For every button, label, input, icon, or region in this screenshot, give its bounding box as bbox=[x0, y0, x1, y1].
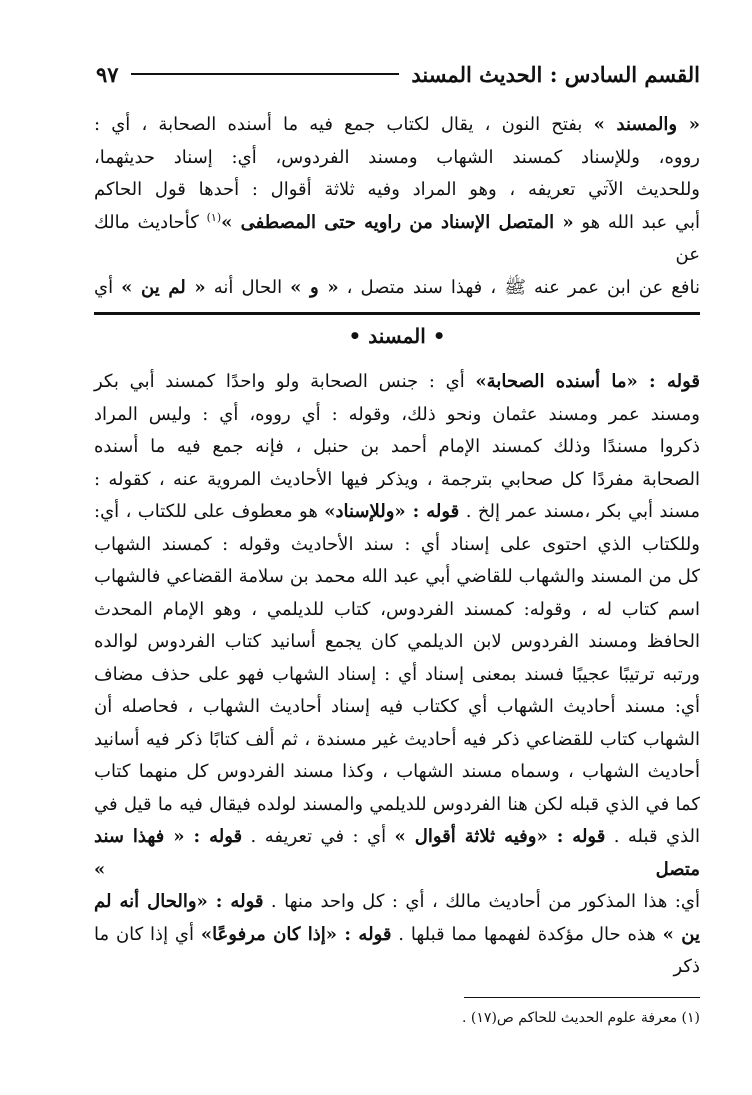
sharh-quote: قوله : «وفيه ثلاثة أقوال » bbox=[394, 826, 606, 847]
page-header bbox=[96, 58, 700, 90]
sharh-text-run: هذه حال مؤكدة لفهمها مما قبلها . bbox=[391, 923, 663, 945]
matn-quote: « المتصل الإسناد من راويه حتى المصطفى » bbox=[221, 211, 574, 233]
sharh-text-run: هو معطوف على للكتاب ، أي: bbox=[94, 501, 325, 522]
matn-quote: « لم ين » bbox=[121, 276, 206, 298]
sharh-text-run: الصحابة مفردًا كل صحابي بترجمة ، ويذكر فيها الأحاديث المروية عنه ، كقوله : bbox=[94, 468, 700, 490]
sharh-line bbox=[94, 659, 700, 692]
sharh-text-run: أي : جنس الصحابة ولو واحدًا كمسند أبي بكر bbox=[94, 371, 476, 392]
matn-text-run: نافع عن ابن عمر عنه ﷺ ، فهذا سند متصل ، bbox=[338, 276, 700, 298]
matn-text-run: رووه، وللإسناد كمسند الشهاب ومسند الفردوس، أي: إسناد حديثهما، bbox=[94, 146, 700, 168]
sharh-line bbox=[94, 886, 700, 919]
sharh-text-run: الذي قبله . bbox=[605, 826, 700, 847]
section-heading: • المسند • bbox=[348, 324, 446, 348]
matn-text-run: أبي عبد الله هو bbox=[573, 211, 701, 233]
sharh-line bbox=[94, 756, 700, 789]
sharh-text-run: كل من المسند والشهاب للقاضي أبي عبد الله محمد بن سلامة القضاعي فالشهاب bbox=[94, 566, 700, 587]
footnote-marker: (١) bbox=[206, 210, 222, 224]
header-rule bbox=[131, 73, 400, 75]
footnote: (١) معرفة علوم الحديث للحاكم ص(١٧) . bbox=[462, 1010, 700, 1026]
sharh-line bbox=[94, 529, 700, 562]
sharh-text-run: الحافظ ومسند الفردوس لابن الديلمي كان يجمع أسانيد كتاب الفردوس لوالده bbox=[94, 631, 700, 652]
matn-line bbox=[94, 207, 700, 272]
footnote-rule bbox=[464, 997, 700, 998]
sharh-text-run: أي: هذا المذكور من أحاديث مالك ، أي : كل واحد منها . bbox=[263, 891, 700, 912]
matn-text-run: الحال أنه bbox=[205, 276, 291, 298]
sharh-text-run: مسند أبي بكر ،مسند عمر إلخ . bbox=[459, 501, 700, 522]
sharh-text-run: ذكروا مسندًا وذلك كمسند الإمام أحمد بن حنبل ، فإنه جمع فيه ما أسنده bbox=[94, 436, 700, 457]
sharh-text-run: أحاديث الشهاب ، وسماه مسند الشهاب ، وكذا مسند الفردوس كل منهما كتاب bbox=[94, 761, 700, 782]
sharh-text-run: أي إذا كان ما ذكر bbox=[94, 923, 700, 977]
matn-text-run: أي bbox=[94, 276, 122, 298]
sharh-line bbox=[94, 919, 700, 984]
matn-text-run: بفتح النون ، يقال لكتاب جمع فيه ما أسنده الصحابة ، أي : bbox=[94, 114, 594, 135]
sharh-text-run: ومسند عمر ومسند عثمان ونحو ذلك، وقوله : أي رووه، أي : وليس المراد bbox=[94, 403, 700, 425]
running-title: القسم السادس : الحديث المسند bbox=[411, 61, 700, 87]
sharh-text-run: اسم كتاب له ، وقوله: كمسند الفردوس، كتاب للديلمي ، وهو الإمام المحدث bbox=[94, 598, 700, 620]
matn-line bbox=[94, 142, 700, 175]
sharh-text-run: كما في الذي قبله لكن هنا الفردوس للديلمي والمسند لولده فيقال فيه ما قيل في bbox=[94, 793, 700, 815]
sharh-text-run: وللكتاب الذي احتوى على إسناد أي : سند الأحاديث وقوله : كمسند الشهاب bbox=[94, 533, 700, 555]
matn-line bbox=[94, 109, 700, 142]
sharh-line bbox=[94, 594, 700, 627]
sharh-quote: قوله : «إذا كان مرفوعًا» bbox=[200, 923, 392, 945]
sharh-quote: قوله : « فهذا سند متصل » bbox=[94, 826, 700, 880]
matn-text-run: وللحديث الآتي تعريفه ، وهو المراد وفيه ثلاثة أقوال : أحدها قول الحاكم bbox=[94, 179, 700, 200]
page-number: ٩٧ bbox=[96, 61, 119, 87]
sharh-quote: ين » bbox=[662, 923, 700, 945]
sharh-line bbox=[94, 821, 700, 886]
matn-text bbox=[94, 109, 700, 304]
sharh-text bbox=[94, 366, 700, 984]
sharh-line bbox=[94, 561, 700, 594]
matn-line bbox=[94, 174, 700, 207]
sharh-line bbox=[94, 691, 700, 724]
section-divider bbox=[94, 312, 700, 315]
sharh-line bbox=[94, 431, 700, 464]
matn-line bbox=[94, 272, 700, 305]
sharh-quote: قوله : «والحال أنه لم bbox=[94, 891, 264, 912]
sharh-text-run: الشهاب كتاب للقضاعي ذكر فيه أحاديث غير مسندة ، ثم ألف كتابًا ذكر فيه أسانيد bbox=[94, 728, 700, 750]
sharh-line bbox=[94, 399, 700, 432]
sharh-line bbox=[94, 366, 700, 399]
sharh-text-run: أي: مسند أحاديث الشهاب أي ككتاب فيه إسناد أحاديث الشهاب ، فحاصله أن bbox=[94, 696, 700, 717]
sharh-quote: قوله : «ما أسنده الصحابة» bbox=[475, 371, 700, 392]
sharh-line bbox=[94, 626, 700, 659]
sharh-line bbox=[94, 724, 700, 757]
sharh-line bbox=[94, 789, 700, 822]
sharh-quote: قوله : «وللإسناد» bbox=[324, 501, 460, 522]
sharh-text-run: أي : في تعريفه . bbox=[242, 826, 395, 847]
sharh-line bbox=[94, 464, 700, 497]
sharh-line bbox=[94, 496, 700, 529]
sharh-text-run: ورتبه ترتيبًا عجيبًا فسند بمعنى إسناد أي : إسناد الشهاب فهو على حذف مضاف bbox=[94, 663, 700, 685]
matn-quote: « و » bbox=[290, 276, 339, 298]
matn-text-run: كأحاديث مالك عن bbox=[94, 211, 700, 265]
matn-term: « والمسند » bbox=[593, 114, 700, 135]
